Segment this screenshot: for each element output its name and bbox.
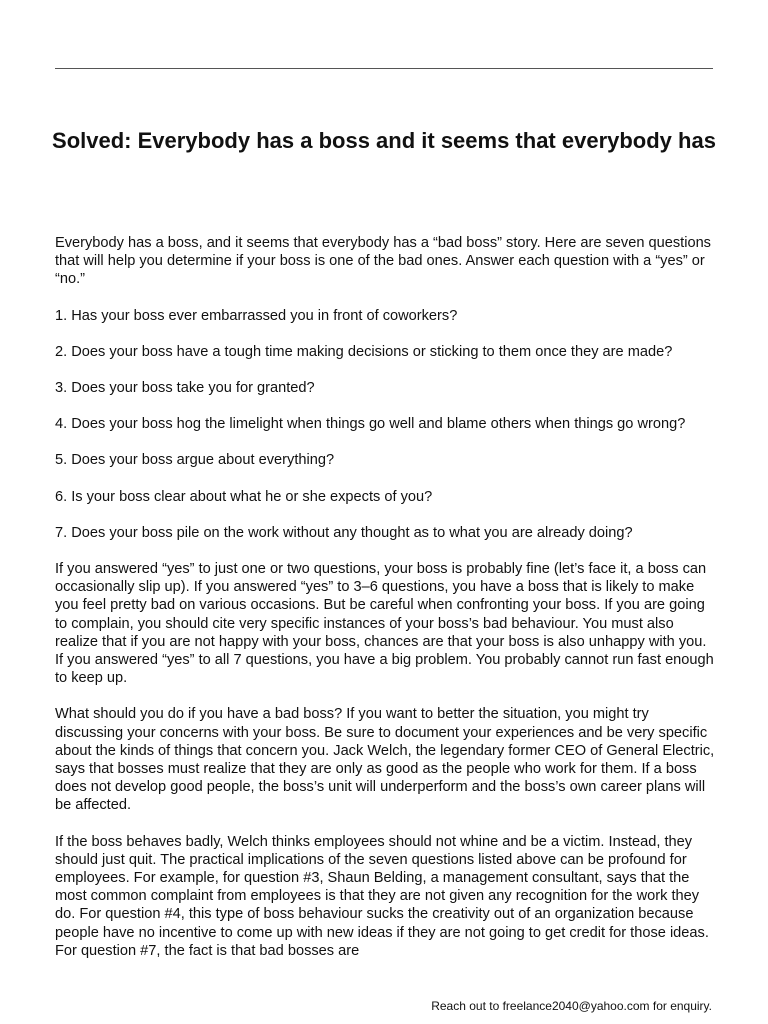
document-title: Solved: Everybody has a boss and it seems that everybody has	[52, 128, 716, 153]
question-item: 2. Does your boss have a tough time making decisions or sticking to them once they are made?	[55, 343, 673, 360]
intro-paragraph: Everybody has a boss, and it seems that everybody has a “bad boss” story. Here are seven questions that will help you determine if your boss is one of the bad ones. Answer each question with a “yes” or “no.”	[55, 235, 711, 288]
header-rule	[55, 68, 713, 69]
question-item: 6. Is your boss clear about what he or she expects of you?	[55, 488, 433, 505]
question-list	[55, 307, 717, 542]
question-item: 4. Does your boss hog the limelight when things go well and blame others when things go wrong?	[55, 416, 686, 433]
contact-footer: Reach out to freelance2040@yahoo.com for enquiry.	[431, 999, 712, 1013]
document-body	[55, 234, 717, 982]
question-item: 7. Does your boss pile on the work without any thought as to what you are already doing?	[55, 524, 633, 541]
question-item: 1. Has your boss ever embarrassed you in front of coworkers?	[55, 307, 458, 324]
body-paragraph: If you answered “yes” to just one or two questions, your boss is probably fine (let’s face it, a boss can occasionally slip up). If you answered “yes” to 3–6 questions, you have a boss that is likely to make you feel pretty bad on various occasions. But be careful when confronting your boss. If you are going to complain, you should cite very specific instances of your boss’s bad behaviour. You must also realize that if you are not happy with your boss, chances are that your boss is also unhappy with you. If you answered “yes” to all 7 questions, you have a big problem. You probably cannot run fast enough to keep up.	[55, 561, 714, 687]
body-paragraph: What should you do if you have a bad boss? If you want to better the situation, you might try discussing your concerns with your boss. Be sure to document your experiences and be very specific about the kinds of things that concern you. Jack Welch, the legendary former CEO of General Electric, says that bosses must realize that they are only as good as the people who work for them. If a boss does not develop good people, the boss’s unit will underperform and the boss’s own career plans will be affected.	[55, 706, 715, 814]
question-item: 5. Does your boss argue about everything?	[55, 452, 335, 469]
question-item: 3. Does your boss take you for granted?	[55, 380, 315, 397]
body-paragraph: If the boss behaves badly, Welch thinks employees should not whine and be a victim. Instead, they should just quit. The practical implications of the seven questions listed above can be profound for employees. For example, for question #3, Shaun Belding, a management consultant, says that the most common complaint from employees is that they are not given any recognition for the work they do. For question #4, this type of boss behaviour sucks the creativity out of an organization because people have no incentive to come up with new ideas if they are not going to get credit for those ideas. For question #7, the fact is that bad bosses are	[55, 833, 709, 959]
